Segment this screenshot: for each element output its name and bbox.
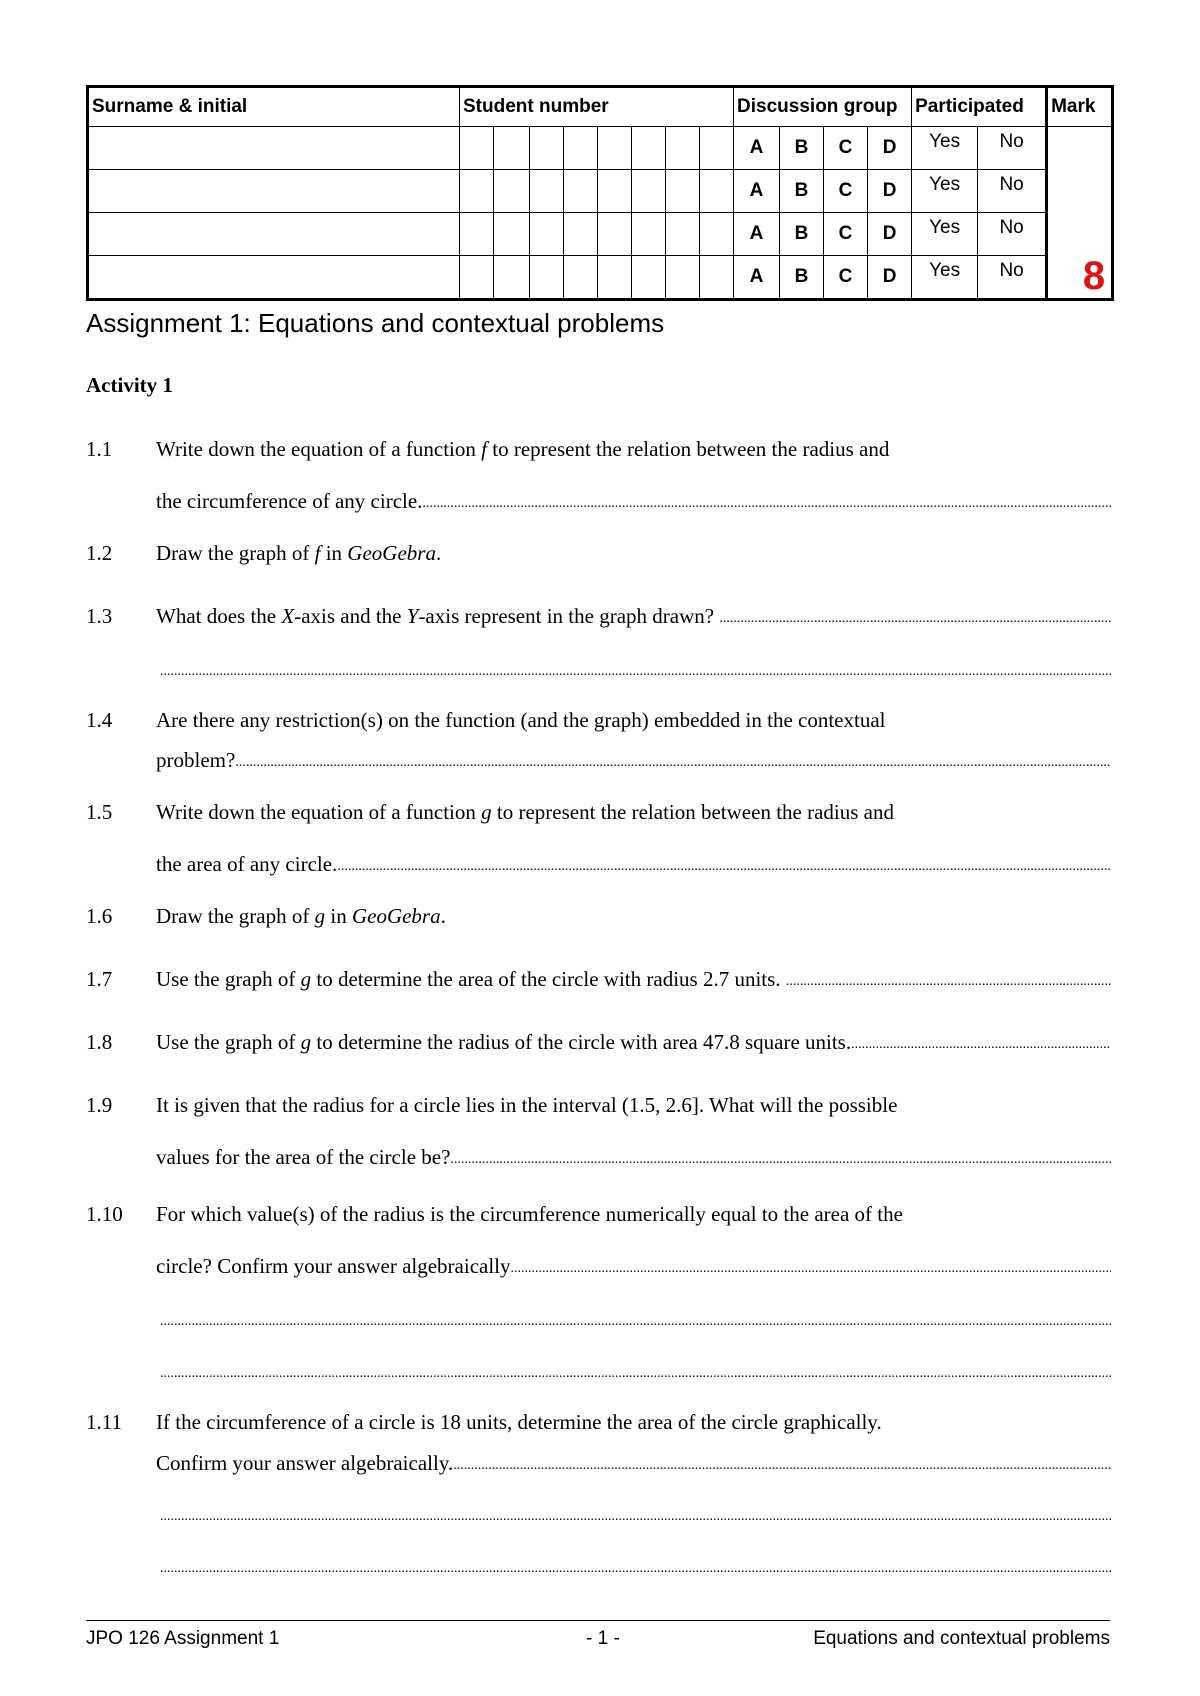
surname-field[interactable] — [88, 213, 460, 256]
function-symbol: g — [481, 800, 492, 824]
question-number: 1.3 — [86, 604, 113, 628]
question-text-part: the circumference of any circle. — [156, 489, 423, 513]
discussion-group-header: Discussion group — [734, 87, 912, 127]
answer-dots[interactable] — [160, 662, 1111, 682]
student-row — [88, 213, 1113, 256]
group-option-a[interactable]: A — [734, 170, 780, 213]
answer-dots[interactable] — [851, 1035, 1111, 1055]
student-number-digit[interactable] — [530, 256, 564, 300]
student-number-digit[interactable] — [564, 170, 598, 213]
student-number-digit[interactable] — [494, 127, 530, 170]
answer-line — [156, 1030, 1111, 1055]
student-number-digit[interactable] — [530, 127, 564, 170]
question-text — [156, 708, 1111, 733]
question-text-part: What does the — [156, 604, 277, 628]
answer-line — [156, 489, 1111, 514]
answer-line — [156, 1254, 1111, 1279]
student-number-digit[interactable] — [700, 256, 734, 300]
function-symbol: g — [314, 904, 326, 928]
answer-dots[interactable] — [160, 1559, 1111, 1579]
group-option-c[interactable]: C — [824, 127, 868, 170]
student-number-digit[interactable] — [598, 213, 632, 256]
student-number-digit[interactable] — [460, 170, 494, 213]
question-text-part: For which value(s) of the radius is the circumference numerically equal to the area of the — [156, 1202, 903, 1226]
question-text-part: Are there any restriction(s) on the function (and the graph) embedded in the contextual — [156, 708, 886, 732]
group-option-a[interactable]: A — [734, 213, 780, 256]
question-text-part: circle? Confirm your answer algebraically — [156, 1254, 511, 1278]
question-text-part: Write down the equation of a function — [156, 800, 476, 824]
question-text — [156, 1202, 1111, 1227]
question-number: 1.1 — [86, 437, 113, 461]
function-symbol: f — [481, 437, 487, 461]
group-option-a[interactable]: A — [734, 256, 780, 300]
answer-dots[interactable] — [422, 494, 1111, 514]
mark-header: Mark — [1047, 87, 1113, 127]
function-symbol: g — [300, 1030, 312, 1054]
answer-dots[interactable] — [786, 972, 1111, 992]
group-option-d[interactable]: D — [868, 213, 912, 256]
function-symbol: g — [300, 967, 312, 991]
footer-divider — [86, 1620, 1110, 1621]
student-row — [88, 256, 1113, 300]
question-number: 1.7 — [86, 967, 113, 991]
question-text-part: problem? — [156, 748, 236, 772]
question-text — [156, 800, 1111, 825]
participated-no[interactable]: No — [978, 127, 1047, 170]
question-text — [156, 904, 1111, 929]
question-number: 1.9 — [86, 1093, 113, 1117]
group-option-c[interactable]: C — [824, 256, 868, 300]
answer-line — [156, 748, 1111, 773]
answer-dots[interactable] — [719, 609, 1111, 629]
answer-line — [156, 604, 1111, 629]
header-row — [88, 87, 1113, 127]
answer-dots[interactable] — [450, 1150, 1111, 1170]
participated-yes[interactable]: Yes — [912, 256, 978, 300]
student-number-digit[interactable] — [700, 127, 734, 170]
mark-value: 8 — [1047, 127, 1113, 300]
question-text-part: to represent the relation between the radius and — [492, 437, 890, 461]
question-text-part: the area of any circle. — [156, 852, 338, 876]
student-number-digit[interactable] — [632, 170, 666, 213]
student-number-digit[interactable] — [494, 256, 530, 300]
student-number-header: Student number — [460, 87, 734, 127]
group-option-b[interactable]: B — [780, 170, 824, 213]
question-text — [156, 1093, 1111, 1118]
question-number: 1.11 — [86, 1410, 122, 1434]
student-number-digit[interactable] — [632, 256, 666, 300]
group-option-b[interactable]: B — [780, 213, 824, 256]
group-option-b[interactable]: B — [780, 256, 824, 300]
student-number-digit[interactable] — [598, 170, 632, 213]
student-number-digit[interactable] — [530, 213, 564, 256]
participated-yes[interactable]: Yes — [912, 170, 978, 213]
group-option-d[interactable]: D — [868, 256, 912, 300]
participated-no[interactable]: No — [978, 170, 1047, 213]
participated-header: Participated — [912, 87, 1047, 127]
question-number: 1.10 — [86, 1202, 123, 1226]
student-number-digit[interactable] — [530, 170, 564, 213]
question-text-part: to determine the radius of the circle with area 47.8 square units. — [316, 1030, 852, 1054]
question-text-part: Confirm your answer algebraically. — [156, 1451, 454, 1475]
question-text-part: . — [440, 904, 446, 928]
group-option-c[interactable]: C — [824, 170, 868, 213]
question-text-part: Draw the graph of — [156, 904, 310, 928]
question-number: 1.8 — [86, 1030, 113, 1054]
participated-no[interactable]: No — [978, 213, 1047, 256]
student-number-digit[interactable] — [460, 127, 494, 170]
question-text-part: -axis and the — [294, 604, 402, 628]
question-text-part: It is given that the radius for a circle lies in the interval (1.5, 2.6]. What will the possible — [156, 1093, 898, 1117]
participated-yes[interactable]: Yes — [912, 213, 978, 256]
question-text-part: values for the area of the circle be? — [156, 1145, 451, 1169]
group-option-d[interactable]: D — [868, 170, 912, 213]
page-number: - 1 - — [586, 1628, 620, 1649]
student-number-digit[interactable] — [700, 170, 734, 213]
student-number-digit[interactable] — [494, 213, 530, 256]
footer-left: JPO 126 Assignment 1 — [86, 1628, 280, 1649]
student-row — [88, 170, 1113, 213]
footer-right: Equations and contextual problems — [813, 1628, 1110, 1649]
answer-line — [156, 852, 1111, 877]
student-number-digit[interactable] — [494, 170, 530, 213]
question-text-part: -axis represent in the graph drawn? — [418, 604, 715, 628]
student-number-digit[interactable] — [632, 127, 666, 170]
question-text — [156, 541, 1111, 566]
student-number-digit[interactable] — [460, 256, 494, 300]
group-option-d[interactable]: D — [868, 127, 912, 170]
student-number-digit[interactable] — [564, 127, 598, 170]
surname-field[interactable] — [88, 170, 460, 213]
assignment-title: Assignment 1: Equations and contextual problems — [86, 308, 665, 338]
question-number: 1.2 — [86, 541, 113, 565]
question-text-part: If the circumference of a circle is 18 units, determine the area of the circle graphically. — [156, 1410, 882, 1434]
student-number-digit[interactable] — [666, 170, 700, 213]
participated-no[interactable]: No — [978, 256, 1047, 300]
answer-line — [156, 1451, 1111, 1476]
question-text-part: Write down the equation of a function — [156, 437, 476, 461]
student-number-digit[interactable] — [632, 213, 666, 256]
software-name: GeoGebra — [347, 541, 436, 565]
student-number-digit[interactable] — [564, 256, 598, 300]
student-number-digit[interactable] — [666, 256, 700, 300]
student-number-digit[interactable] — [460, 213, 494, 256]
student-number-digit[interactable] — [700, 213, 734, 256]
surname-field[interactable] — [88, 256, 460, 300]
axis-symbol: Y — [406, 604, 419, 628]
activity-heading: Activity 1 — [86, 373, 173, 397]
question-text-part: . — [435, 541, 442, 565]
student-number-digit[interactable] — [666, 213, 700, 256]
question-text-part: to determine the area of the circle with radius 2.7 units. — [316, 967, 781, 991]
answer-dots[interactable] — [337, 857, 1111, 877]
question-number: 1.4 — [86, 708, 113, 732]
group-option-a[interactable]: A — [734, 127, 780, 170]
student-number-digit[interactable] — [666, 127, 700, 170]
answer-dots[interactable] — [160, 1507, 1111, 1527]
participated-yes[interactable]: Yes — [912, 127, 978, 170]
question-text — [156, 1410, 1111, 1435]
question-text-part: in — [325, 541, 343, 565]
answer-line — [156, 1145, 1111, 1170]
answer-dots[interactable] — [453, 1456, 1111, 1476]
surname-header: Surname & initial — [88, 87, 460, 127]
question-text-part: in — [330, 904, 347, 928]
question-text-part: to represent the relation between the radius and — [496, 800, 894, 824]
answer-dots[interactable] — [160, 1364, 1111, 1384]
software-name: GeoGebra — [351, 904, 441, 928]
question-number: 1.6 — [86, 904, 113, 928]
student-number-digit[interactable] — [598, 127, 632, 170]
student-info-table — [86, 85, 1114, 301]
group-option-b[interactable]: B — [780, 127, 824, 170]
axis-symbol: X — [281, 604, 295, 628]
group-option-c[interactable]: C — [824, 213, 868, 256]
answer-dots[interactable] — [511, 1259, 1111, 1279]
function-symbol: f — [314, 541, 321, 565]
question-text-part: Use the graph of — [156, 1030, 296, 1054]
student-number-digit[interactable] — [564, 213, 598, 256]
student-row — [88, 127, 1113, 170]
question-number: 1.5 — [86, 800, 113, 824]
answer-dots[interactable] — [160, 1312, 1111, 1332]
student-number-digit[interactable] — [598, 256, 632, 300]
surname-field[interactable] — [88, 127, 460, 170]
answer-line — [156, 967, 1111, 992]
answer-dots[interactable] — [235, 753, 1111, 773]
page-footer — [86, 1628, 1110, 1654]
question-text — [156, 437, 1111, 462]
question-text-part: Use the graph of — [156, 967, 296, 991]
question-text-part: Draw the graph of — [156, 541, 310, 565]
